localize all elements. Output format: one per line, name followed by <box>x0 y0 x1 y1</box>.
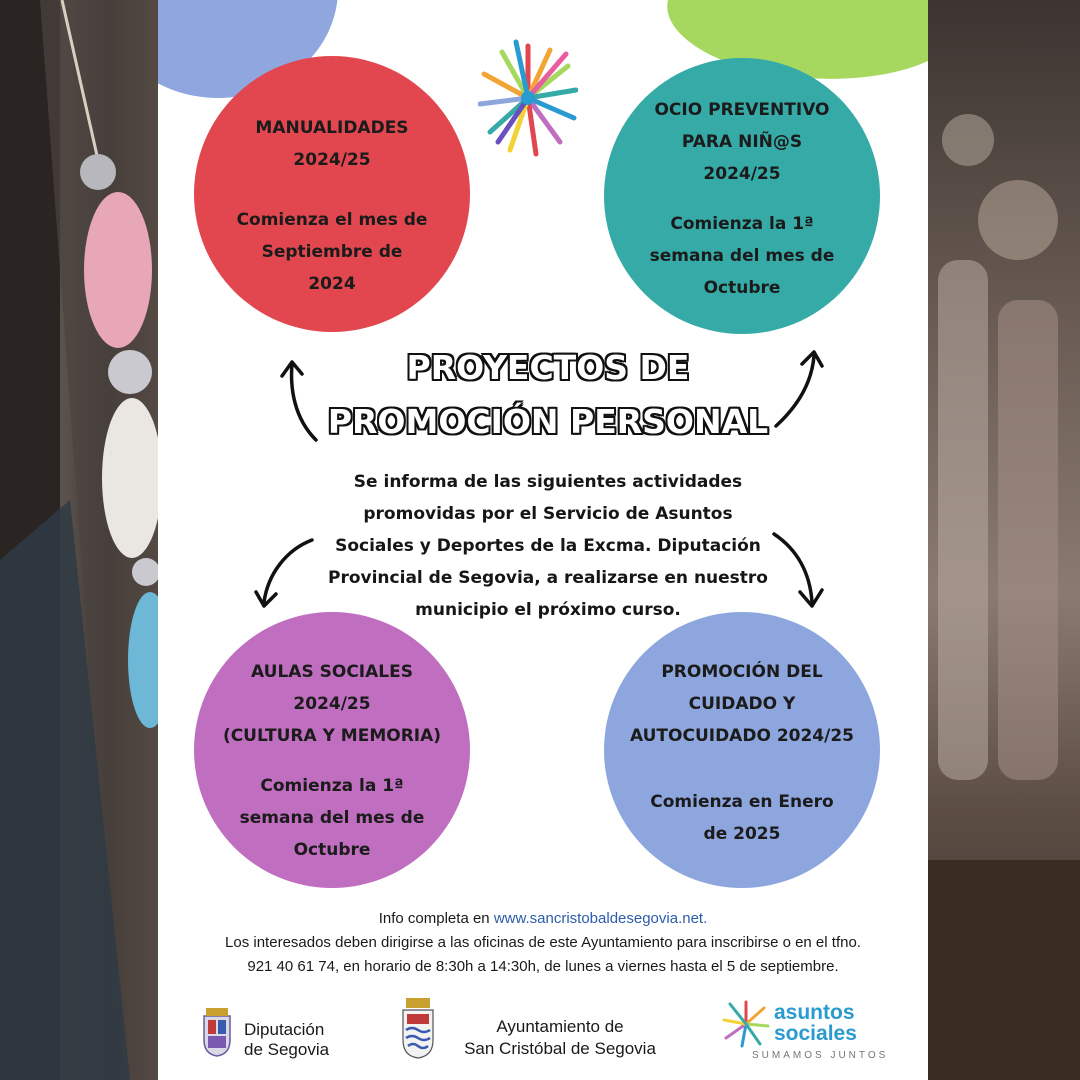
page-title-line2: PROMOCIÓN PERSONAL <box>327 402 769 441</box>
circle-heading: 2024/25 <box>293 150 371 170</box>
circle-heading: CUIDADO Y <box>688 694 796 714</box>
info-line-contact: Los interesados deben dirigirse a las oficinas de este Ayuntamiento para inscribirse o en el tfno. <box>225 934 861 951</box>
info-line-schedule: 921 40 61 74, en horario de 8:30h a 14:30h, de lunes a viernes hasta el 5 de septiembre. <box>247 958 839 975</box>
circle-detail: Octubre <box>293 840 371 860</box>
background-photo-right <box>928 0 1080 1080</box>
circle-manualidades <box>194 56 470 332</box>
circle-detail: semana del mes de <box>239 808 425 828</box>
asuntos-tagline: SUMAMOS JUNTOS <box>752 1050 889 1061</box>
circle-detail: Comienza la 1ª <box>670 214 814 234</box>
circle-detail: semana del mes de <box>649 246 835 266</box>
circle-detail: Comienza en Enero <box>650 792 834 812</box>
intro-line: Sociales y Deportes de la Excma. Diputación <box>335 536 761 556</box>
circle-detail: de 2025 <box>703 824 781 844</box>
diputacion-text <box>244 1020 329 1060</box>
asuntos-sociales-burst-logo <box>478 38 578 158</box>
ayuntamiento-line: Ayuntamiento de <box>496 1017 624 1036</box>
circle-heading: PARA NIÑ@S <box>681 132 803 152</box>
circle-detail: Septiembre de <box>261 242 403 262</box>
background-beads-image <box>0 0 158 1080</box>
ayuntamiento-line: San Cristóbal de Segovia <box>464 1039 656 1058</box>
circle-aulas-sociales <box>194 612 470 888</box>
circle-heading: 2024/25 <box>293 694 371 714</box>
asuntos-sociales-text <box>774 1002 857 1044</box>
intro-line: municipio el próximo curso. <box>415 600 681 620</box>
circle-heading: AULAS SOCIALES <box>251 662 413 682</box>
background-clothes-image <box>928 0 1080 1080</box>
arrow-up-left-icon <box>276 358 326 444</box>
circle-heading: 2024/25 <box>703 164 781 184</box>
intro-line: Provincial de Segovia, a realizarse en nuestro <box>328 568 768 588</box>
background-photo-left <box>0 0 158 1080</box>
poster <box>158 0 928 1080</box>
circle-heading: (CULTURA Y MEMORIA) <box>222 726 442 746</box>
circle-heading: MANUALIDADES <box>255 118 409 138</box>
asuntos-line: asuntos <box>774 1001 855 1024</box>
circle-detail: Comienza la 1ª <box>260 776 404 796</box>
footer-logos <box>158 998 928 1068</box>
circle-detail: 2024 <box>308 274 356 294</box>
arrow-up-right-icon <box>770 350 826 430</box>
circle-detail: Comienza el mes de <box>236 210 428 230</box>
intro-line: Se informa de las siguientes actividades <box>353 472 743 492</box>
circle-heading: PROMOCIÓN DEL <box>661 662 823 682</box>
circle-heading: AUTOCUIDADO 2024/25 <box>629 726 855 746</box>
diputacion-line: Diputación <box>244 1020 325 1039</box>
asuntos-line: sociales <box>774 1022 857 1045</box>
diputacion-line: de Segovia <box>244 1040 330 1059</box>
circle-ocio-preventivo <box>604 58 880 334</box>
info-line-website <box>158 910 928 927</box>
page-title-line1: PROYECTOS DE <box>406 348 690 387</box>
circle-heading: OCIO PREVENTIVO <box>654 100 830 120</box>
diputacion-shield-icon <box>200 1006 234 1058</box>
asuntos-sociales-small-burst-icon <box>722 1000 770 1048</box>
circle-detail: Octubre <box>703 278 781 298</box>
circle-promocion-cuidado <box>604 612 880 888</box>
website-link[interactable]: www.sancristobaldesegovia.net. <box>493 910 708 927</box>
info-prefix: Info completa en <box>378 910 494 927</box>
ayuntamiento-shield-icon <box>400 998 436 1060</box>
intro-text <box>308 466 788 626</box>
intro-line: promovidas por el Servicio de Asuntos <box>363 504 733 524</box>
ayuntamiento-text <box>450 1016 670 1060</box>
